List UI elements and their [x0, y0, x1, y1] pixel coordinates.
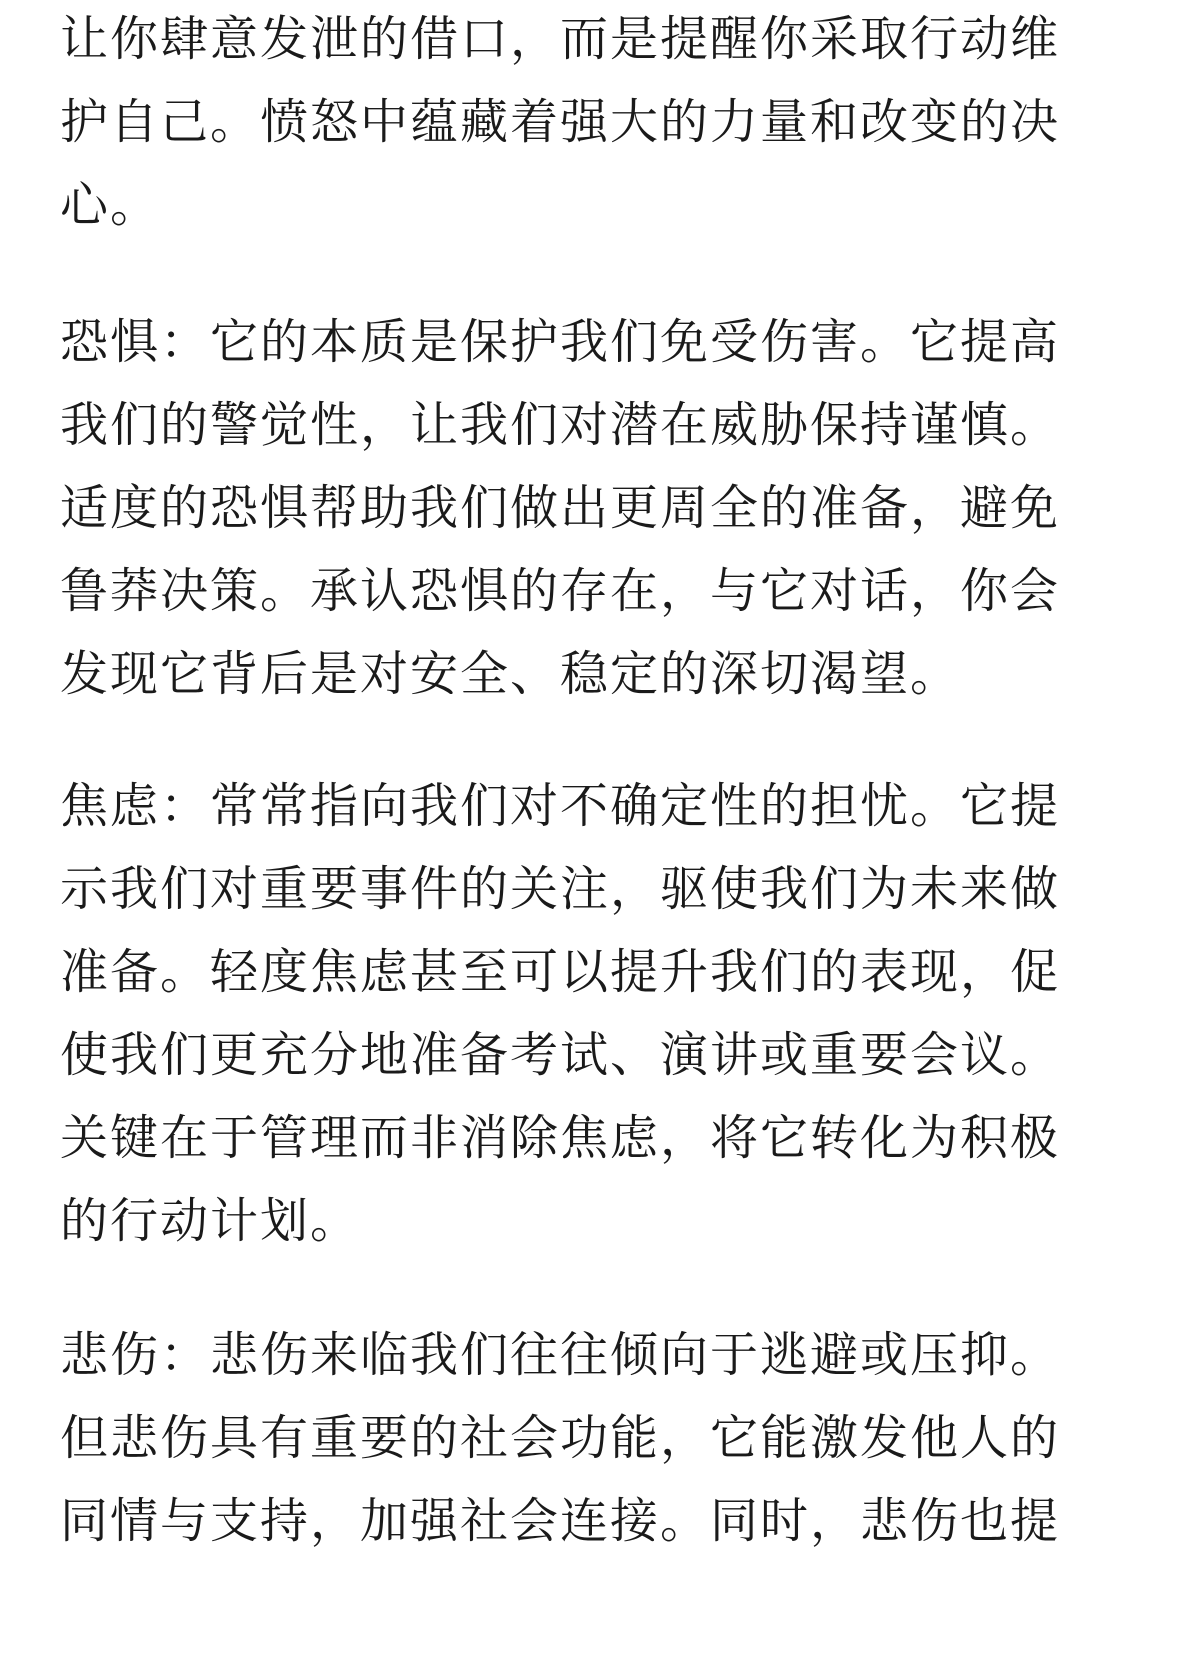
text-line: 发现它背后是对安全、稳定的深切渴望。 — [60, 646, 961, 702]
text-line: 示我们对重要事件的关注，驱使我们为未来做 — [60, 861, 1061, 917]
text-line: 恐惧：它的本质是保护我们免受伤害。它提高 — [60, 314, 1061, 370]
text-line: 准备。轻度焦虑甚至可以提升我们的表现，促 — [60, 944, 1061, 1000]
text-line: 同情与支持，加强社会连接。同时，悲伤也提 — [60, 1493, 1061, 1549]
text-line: 使我们更充分地准备考试、演讲或重要会议。 — [60, 1027, 1061, 1083]
text-line: 的行动计划。 — [60, 1193, 361, 1249]
text-line: 让你肆意发泄的借口，而是提醒你采取行动维 — [60, 11, 1061, 67]
text-line: 但悲伤具有重要的社会功能，它能激发他人的 — [60, 1410, 1061, 1466]
text-line: 关键在于管理而非消除焦虑，将它转化为积极 — [60, 1110, 1061, 1166]
text-line: 护自己。愤怒中蕴藏着强大的力量和改变的决 — [60, 94, 1061, 150]
text-line: 心。 — [60, 177, 161, 233]
text-line: 鲁莽决策。承认恐惧的存在，与它对话，你会 — [60, 563, 1061, 619]
text-line: 适度的恐惧帮助我们做出更周全的准备，避免 — [60, 480, 1061, 536]
text-line: 我们的警觉性，让我们对潜在威胁保持谨慎。 — [60, 397, 1061, 453]
text-line: 焦虑：常常指向我们对不确定性的担忧。它提 — [60, 778, 1061, 834]
text-line: 悲伤：悲伤来临我们往往倾向于逃避或压抑。 — [60, 1327, 1061, 1383]
